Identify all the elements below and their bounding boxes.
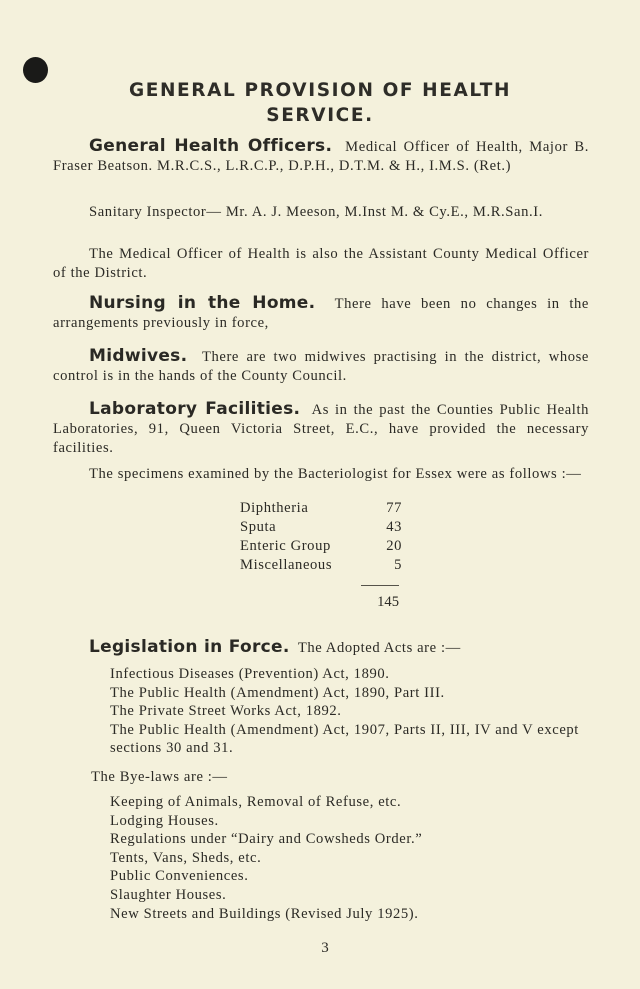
total-rule [361, 585, 399, 586]
specimen-name: Miscellaneous [240, 557, 333, 573]
sanitary-inspector-paragraph: Sanitary Inspector— Mr. A. J. Meeson, M.Inst M. & Cy.E., M.R.San.I. [89, 204, 543, 220]
officers-paragraph [53, 137, 589, 176]
specimen-name: Sputa [240, 519, 277, 535]
laboratory-text: As in the past the Counties Public Health Laboratories, 91, Queen Victoria Street, E.C., have provided the necessary facilities. [53, 402, 589, 456]
laboratory-paragraph [53, 400, 589, 458]
legislation-text: The Adopted Acts are :— [297, 640, 461, 656]
assistant-officer-paragraph: The Medical Officer of Health is also the Assistant County Medical Officer of the District. [53, 246, 589, 281]
specimen-name: Diphtheria [240, 500, 309, 516]
list-item: Public Conveniences. [110, 868, 249, 885]
specimen-count: 43 [386, 519, 402, 535]
midwives-heading: Midwives. [89, 346, 188, 366]
list-item: New Streets and Buildings (Revised July 1925). [110, 905, 419, 922]
adopted-acts-list [110, 665, 600, 758]
list-item: Tents, Vans, Sheds, etc. [110, 849, 262, 866]
midwives-text: There are two midwives practising in the district, whose control is in the hands of the County Council. [53, 349, 589, 384]
midwives-paragraph [53, 347, 589, 386]
byelaws-list [110, 793, 600, 923]
nursing-heading: Nursing in the Home. [89, 293, 316, 313]
list-item: Infectious Diseases (Prevention) Act, 1890. [110, 666, 390, 682]
nursing-paragraph [53, 294, 589, 333]
list-item: Regulations under “Dairy and Cowsheds Order.” [110, 831, 423, 848]
list-item: The Public Health (Amendment) Act, 1907, Parts II, III, IV and V except sections 30 and 31. [110, 721, 579, 757]
legislation-heading: Legislation in Force. [89, 637, 290, 657]
table-row [240, 538, 402, 557]
nursing-text: There have been no changes in the arrangements previously in force, [53, 296, 590, 331]
list-item: The Private Street Works Act, 1892. [110, 703, 342, 720]
officers-text: Medical Officer of Health, Major B. Fraser Beatson. M.R.C.S., L.R.C.P., D.P.H., D.T.M. & H., I.M.S. (Ret.) [53, 139, 589, 174]
specimens-total: 145 [377, 594, 399, 610]
list-item: The Public Health (Amendment) Act, 1890, Part III. [110, 684, 445, 701]
table-row [240, 500, 402, 519]
legislation-paragraph [53, 638, 589, 658]
list-item: Lodging Houses. [110, 812, 219, 829]
page-title-line-2: SERVICE. [266, 105, 374, 126]
specimen-name: Enteric Group [240, 538, 331, 554]
table-row [240, 557, 402, 576]
specimen-count: 77 [386, 500, 402, 516]
specimen-count: 20 [386, 538, 402, 554]
specimens-intro: The specimens examined by the Bacteriologist for Essex were as follows :— [89, 466, 582, 482]
list-item: Keeping of Animals, Removal of Refuse, etc. [110, 794, 402, 810]
specimen-count: 5 [394, 557, 402, 573]
page-number: 3 [321, 940, 329, 956]
byelaws-intro: The Bye-laws are :— [91, 769, 228, 785]
page-title-line-1: GENERAL PROVISION OF HEALTH [128, 80, 512, 101]
table-row [240, 519, 402, 538]
laboratory-heading: Laboratory Facilities. [89, 399, 301, 419]
officers-heading: General Health Officers. [89, 136, 333, 156]
list-item: Slaughter Houses. [110, 886, 227, 903]
